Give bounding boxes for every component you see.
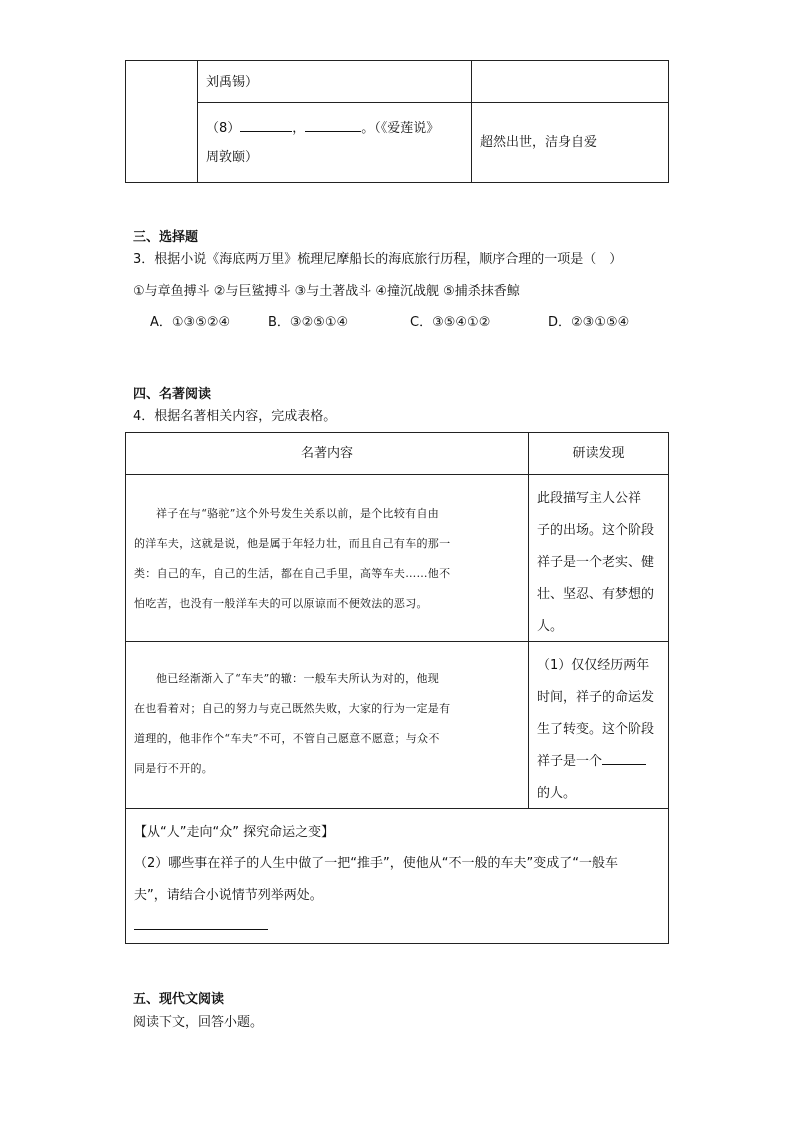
finding2	[537, 650, 665, 810]
top-row2-answer: 超然出世，洁身自爱	[480, 135, 598, 150]
section4-heading: 四、名著阅读	[133, 387, 212, 402]
section3-events: ①与章鱼搏斗 ②与巨鲨搏斗 ③与土著战斗 ④撞沉战舰 ⑤捕杀抹香鲸	[133, 284, 520, 299]
works-table	[125, 432, 669, 944]
finding1-line2: 子的出场。这个阶段	[537, 523, 655, 538]
finding2-line4-text: 祥子是一个	[537, 754, 603, 769]
passage1-line1: 祥子在与“骆驼”这个外号发生关系以前，是个比较有自由	[156, 507, 440, 520]
finding1-line3: 祥子是一个老实、健	[537, 555, 655, 570]
top-row2-line2: 周敦颐）	[206, 150, 259, 165]
works-header-col1	[125, 432, 529, 475]
finding2-cell	[528, 641, 669, 809]
finding1-line4: 壮、坚忍、有梦想的	[537, 587, 655, 602]
section3-question: 3．根据小说《海底两万里》梳理尼摩船长的海底旅行历程，顺序合理的一项是（ ）	[133, 252, 623, 267]
option-d[interactable]: D．②③①⑤④	[548, 315, 630, 330]
blank-8a[interactable]	[240, 131, 292, 132]
top-table-row2-mid	[197, 102, 472, 183]
passage1-line2: 的洋车夫，这就是说，他是属于年轻力壮，而且自己有车的那一	[134, 537, 451, 550]
passage1-line4: 怕吃苦，也没有一般洋车夫的可以原谅而不便效法的恶习。	[134, 597, 428, 610]
passage2-line2: 在也看着对；自己的努力与克己既然失败，大家的行为一定是有	[134, 702, 451, 715]
option-b[interactable]: B．③②⑤①④	[268, 315, 349, 330]
answer-line[interactable]	[134, 929, 268, 930]
bottom-question-line1: （2）哪些事在祥子的人生中做了一把“推手”，使他从“不一般的车夫”变成了“一般车	[134, 856, 618, 871]
finding1-line5: 人。	[537, 619, 564, 634]
passage1-cell	[125, 474, 529, 642]
top-row2-suffix: 。（《爱莲说》	[361, 121, 440, 136]
top-table	[125, 60, 669, 183]
option-a[interactable]: A．①③⑤②④	[150, 315, 231, 330]
finding1	[537, 483, 665, 643]
passage1-line3: 类：自己的车，自己的生活，都在自己手里，高等车夫……他不	[134, 567, 451, 580]
bottom-title: 【从“人”走向“众” 探究命运之变】	[134, 825, 335, 840]
finding2-tail: 的人。	[537, 786, 577, 801]
bottom-merged-cell	[125, 808, 669, 944]
passage2-line4: 同是行不开的。	[134, 762, 214, 775]
option-c[interactable]: C．③⑤④①②	[410, 315, 491, 330]
section5-instruction: 阅读下文，回答小题。	[133, 1015, 264, 1030]
passage2	[134, 664, 522, 784]
top-row2-prefix: （8）	[206, 121, 241, 136]
top-table-left-cell	[125, 60, 198, 183]
passage1	[134, 499, 522, 619]
top-table-row2-right	[471, 102, 669, 183]
finding2-line2: 时间，祥子的命运发	[537, 690, 655, 705]
top-row2-sep: ，	[292, 121, 306, 136]
top-row1-text: 刘禹锡）	[206, 75, 259, 90]
finding2-line3: 生了转变。这个阶段	[537, 722, 655, 737]
blank-1[interactable]	[602, 764, 646, 765]
col1-header: 名著内容	[300, 446, 353, 461]
top-row2-line1	[206, 119, 439, 139]
section5-heading: 五、现代文阅读	[133, 992, 225, 1007]
passage2-line3: 道理的，他非作个“车夫”不可，不管自己愿意不愿意；与众不	[134, 732, 440, 745]
section4-question: 4．根据名著相关内容，完成表格。	[133, 409, 337, 424]
passage2-line1: 他已经渐渐入了“车夫”的辙：一般车夫所认为对的，他现	[156, 672, 440, 685]
finding2-line4	[537, 746, 665, 778]
finding2-line1: （1）仅仅经历两年	[537, 658, 650, 673]
passage2-cell	[125, 641, 529, 809]
blank-8b[interactable]	[305, 131, 361, 132]
top-table-row1-right	[471, 60, 669, 103]
section3-heading: 三、选择题	[133, 230, 199, 245]
works-header-col2	[528, 432, 669, 475]
col2-header: 研读发现	[572, 446, 625, 461]
top-table-row1-mid	[197, 60, 472, 103]
bottom-question-line2: 夫”，请结合小说情节列举两处。	[134, 888, 323, 903]
finding1-line1: 此段描写主人公祥	[537, 491, 642, 506]
finding1-cell	[528, 474, 669, 642]
